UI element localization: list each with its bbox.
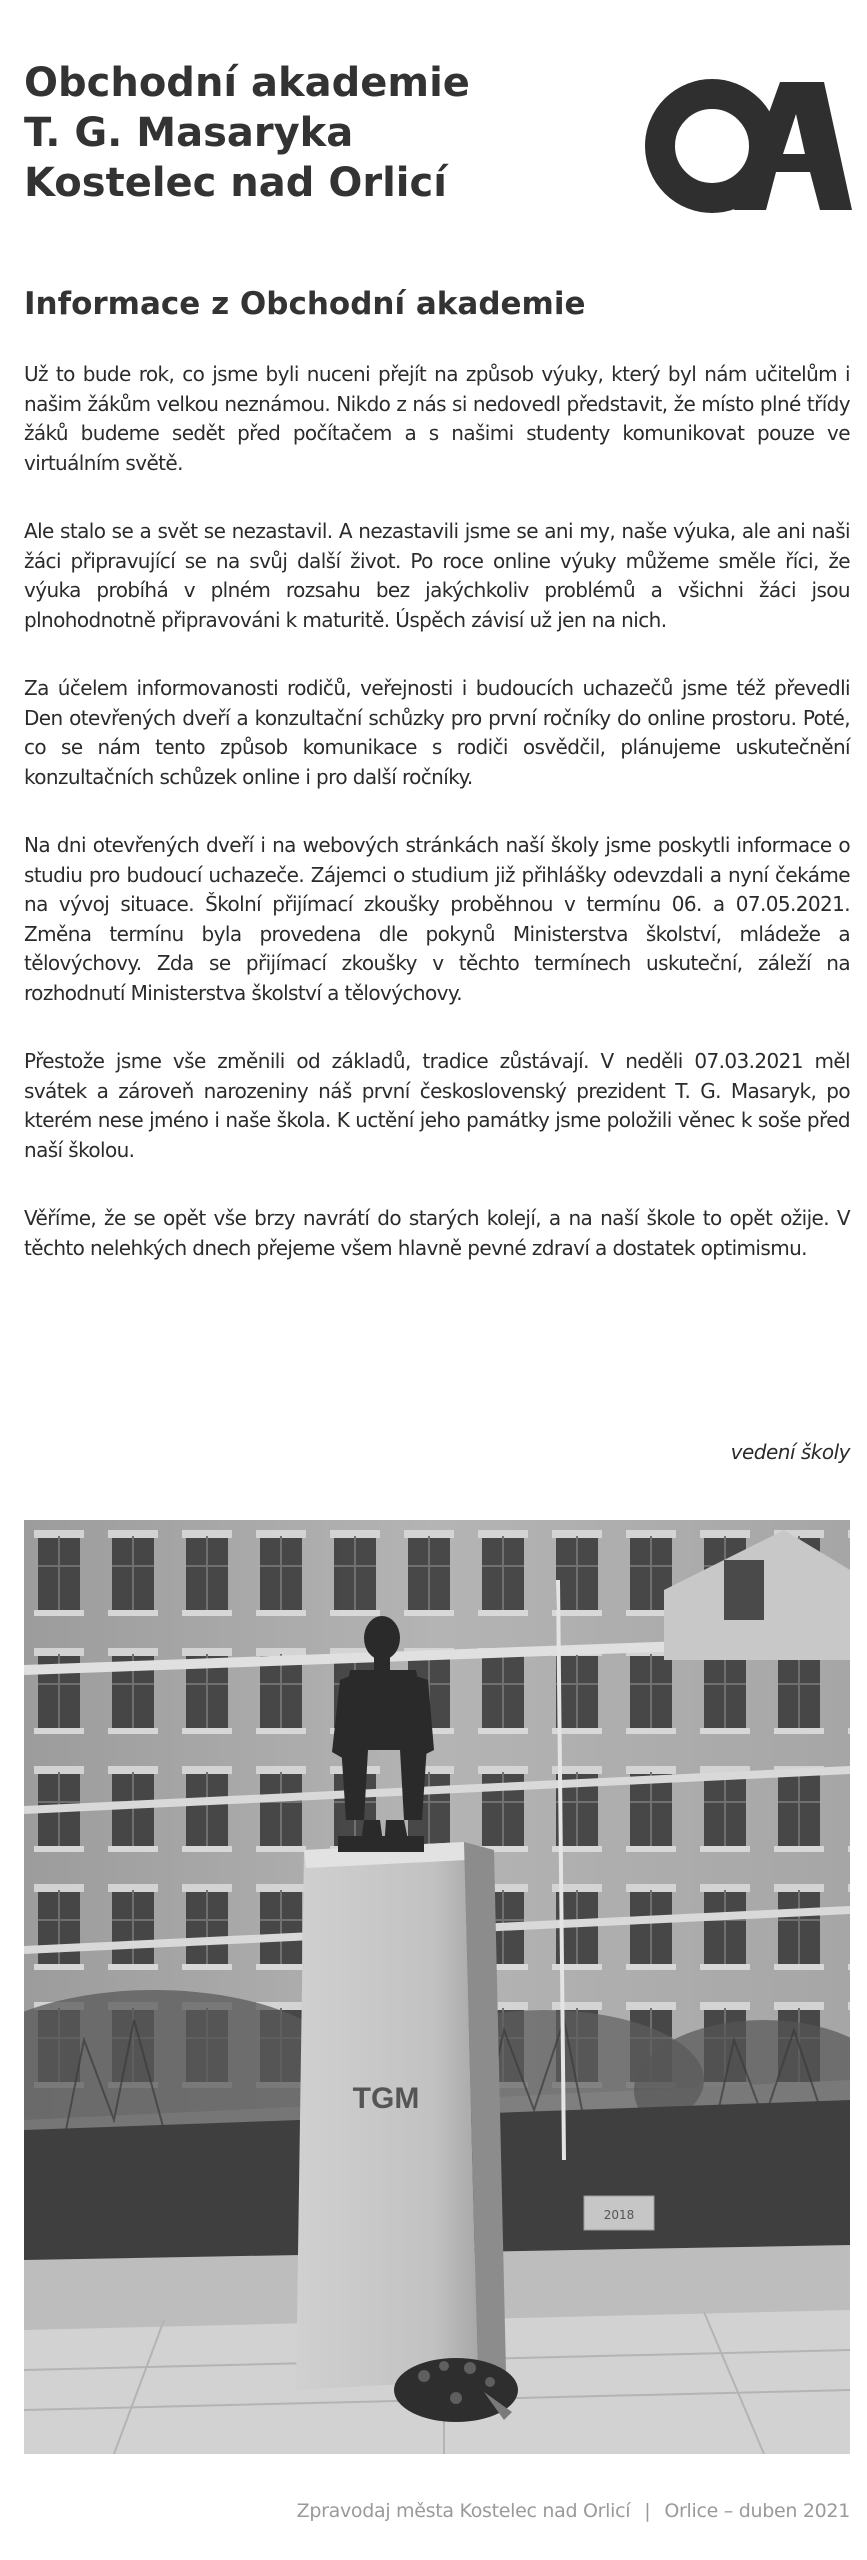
footer-separator: | — [644, 2500, 651, 2522]
oa-logo-icon — [640, 78, 852, 214]
paragraph: Věříme, že se opět vše brzy navrátí do starých kolejí, a na naší škole to opět ožije. V těchto nelehkých dnech přejeme všem hlavně pevné zdraví a dostatek optimismu. — [24, 1206, 850, 1260]
paragraph: Na dni otevřených dveří i na webových stránkách naší školy jsme poskytli informace o studiu pro budoucí uchazeče. Zájemci o studium již přihlášky odevzdali a nyní čekáme na vývoj situace. Školní přijímací zkoušky proběhnou v termínu 06. a 07.05.2021. Změna termínu byla provedena dle pokynů Ministerstva školství, mládeže a tělovýchovy. Zda se přijímací zkoušky v těchto termínech uskuteční, záleží na rozhodnutí Ministerstva školství a tělovýchovy. — [24, 833, 850, 1005]
paragraph: Přestože jsme vše změnili od základů, tradice zůstávají. V neděli 07.03.2021 měl svátek a zároveň narozeniny náš první československý prezident T. G. Masaryk, po kterém nese jméno i naše škola. K uctění jeho památky jsme položili věnec k soše před naší školou. — [24, 1049, 850, 1162]
paragraph: Už to bude rok, co jsme byli nuceni přejít na způsob výuky, který byl nám učitelům i našim žákům velkou neznámou. Nikdo z nás si nedovedl představit, že místo plné třídy žáků budeme sedět před počítačem a s našimi studenty komunikovat pouze ve virtuálním světě. — [24, 362, 850, 475]
plaque-year: 2018 — [603, 2208, 635, 2222]
school-name-line-3: Kostelec nad Orlicí — [24, 160, 447, 206]
footer-publication: Zpravodaj města Kostelec nad Orlicí — [296, 2500, 631, 2522]
paragraph: Ale stalo se a svět se nezastavil. A nezastavili jsme se ani my, naše výuka, ale ani naši žáci připravující se na svůj další život. Po roce online výuky můžeme směle říci, že výuka probíhá v plném rozsahu bez jakýchkoliv problémů a všichni žáci jsou plnohodnotně připravováni k maturitě. Úspěch závisí už jen na nich. — [24, 519, 850, 632]
section-title: Informace z Obchodní akademie — [24, 286, 586, 322]
article-body — [24, 360, 850, 1302]
pedestal-text: TGM — [352, 2082, 420, 2115]
footer — [297, 2500, 850, 2522]
tgm-statue-photo — [24, 1520, 850, 2454]
footer-issue: Orlice – duben 2021 — [664, 2500, 850, 2522]
paragraph: Za účelem informovanosti rodičů, veřejnosti i budoucích uchazečů jsme též převedli Den otevřených dveří a konzultační schůzky pro první ročníky do online prostoru. Poté, co se nám tento způsob komunikace s rodiči osvědčil, plánujeme uskutečnění konzultačních schůzek online i pro další ročníky. — [24, 676, 850, 789]
school-name-line-1: Obchodní akademie — [24, 60, 470, 106]
school-header — [24, 58, 624, 208]
signature: vedení školy — [730, 1440, 850, 1464]
school-name-line-2: T. G. Masaryka — [24, 110, 354, 156]
